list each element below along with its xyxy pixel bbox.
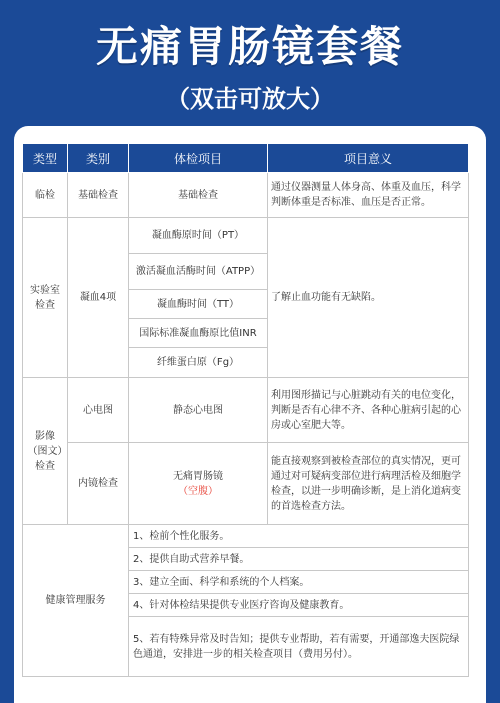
header-category: 类别	[68, 144, 129, 173]
table-header-row	[23, 144, 469, 173]
cell-item-tt: 凝血酶时间（TT）	[129, 290, 268, 319]
cell-meaning-ecg: 利用图形描记与心脏跳动有关的电位变化，判断是否有心律不齐、各种心脏病引起的心房或心室肥大等。	[268, 378, 469, 443]
table-row	[23, 173, 469, 218]
table-row	[23, 218, 469, 254]
service-item-2: 2、提供自助式营养早餐。	[129, 548, 469, 571]
cell-item-ecg: 静态心电图	[129, 378, 268, 443]
cell-item-basic: 基础检查	[129, 173, 268, 218]
table-row	[23, 378, 469, 443]
cell-type-health: 健康管理服务	[23, 525, 129, 677]
cell-item-fg: 纤维蛋白原（Fg）	[129, 348, 268, 378]
endoscopy-item-name: 无痛胃肠镜	[173, 470, 223, 482]
header-type: 类型	[23, 144, 68, 173]
cell-meaning-basic: 通过仪器测量人体身高、体重及血压，科学判断体重是否标准、血压是否正常。	[268, 173, 469, 218]
service-item-4: 4、针对体检结果提供专业医疗咨询及健康教育。	[129, 594, 469, 617]
service-item-5: 5、若有特殊异常及时告知；提供专业帮助，若有需要，开通部逸夫医院绿色通道，安排进一步的相关检查项目（费用另付）。	[129, 617, 469, 677]
cell-category-coag: 凝血4项	[68, 218, 129, 378]
cell-category-ecg: 心电图	[68, 378, 129, 443]
fasting-note: （空腹）	[178, 485, 218, 497]
cell-category-basic: 基础检查	[68, 173, 129, 218]
cell-meaning-coag: 了解止血功能有无缺陷。	[268, 218, 469, 378]
page-title: 无痛胃肠镜套餐	[95, 22, 404, 71]
service-item-1: 1、检前个性化服务。	[129, 525, 469, 548]
package-table	[22, 144, 469, 677]
cell-type-clinic: 临检	[23, 173, 68, 218]
cell-item-inr: 国际标准凝血酶原比值INR	[129, 319, 268, 348]
cell-type-imaging: 影像（图文）检查	[23, 378, 68, 525]
header-meaning: 项目意义	[268, 144, 469, 173]
cell-type-lab: 实验室检查	[23, 218, 68, 378]
table-row	[23, 525, 469, 548]
cell-item-endoscopy	[129, 443, 268, 525]
cell-item-pt: 凝血酶原时间（PT）	[129, 218, 268, 254]
cell-meaning-endoscopy: 能直接观察到被检查部位的真实情况，更可通过对可疑病变部位进行病理活检及细胞学检查，以进一步明确诊断，是上消化道病变的首选检查方法。	[268, 443, 469, 525]
service-item-3: 3、建立全面、科学和系统的个人档案。	[129, 571, 469, 594]
table-row	[23, 443, 469, 525]
header-item: 体检项目	[129, 144, 268, 173]
page-subtitle: （双击可放大）	[166, 85, 334, 113]
cell-item-atpp: 激活凝血活酶时间（ATPP）	[129, 254, 268, 290]
cell-category-endoscopy: 内镜检查	[68, 443, 129, 525]
